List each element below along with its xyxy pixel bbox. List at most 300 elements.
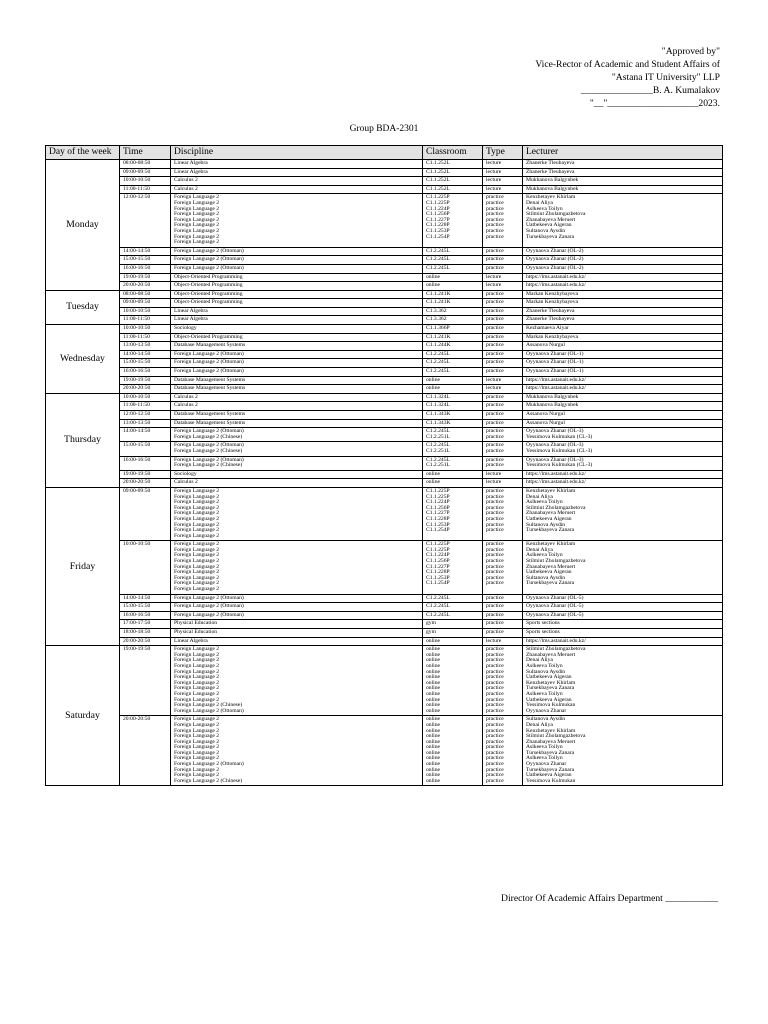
type-line: practice xyxy=(486,447,504,454)
lecturer-cell xyxy=(523,282,723,291)
type-line: practice xyxy=(486,611,504,618)
lecturer-line: Kenzhetayev Khirlam xyxy=(526,487,576,494)
discipline-line: Foreign Language 2 xyxy=(174,755,220,762)
discipline-line: Foreign Language 2 xyxy=(174,690,220,697)
discipline-cell xyxy=(171,359,423,368)
classroom-cell xyxy=(423,419,483,428)
type-line: practice xyxy=(486,419,504,426)
classroom-line: online xyxy=(426,273,440,280)
discipline-line: Foreign Language 2 xyxy=(174,541,220,548)
classroom-line: online xyxy=(426,777,440,784)
table-row xyxy=(46,470,723,479)
discipline-cell xyxy=(171,402,423,411)
classroom-line: C1.2.245L xyxy=(426,603,450,610)
time-cell: 11:00-11:50 xyxy=(120,316,171,325)
classroom-line xyxy=(426,240,479,246)
lecturer-line: Tursekbayeva Zanara xyxy=(526,685,575,692)
type-line: practice xyxy=(486,657,504,664)
lecturer-cell xyxy=(523,325,723,334)
classroom-line: C1.1.252L xyxy=(426,185,450,192)
classroom-cell xyxy=(423,247,483,256)
type-line: practice xyxy=(486,442,504,449)
classroom-line: online xyxy=(426,766,440,773)
table-row xyxy=(46,385,723,394)
table-row xyxy=(46,256,723,265)
time-cell: 19:00-19:50 xyxy=(120,376,171,385)
classroom-cell xyxy=(423,273,483,282)
header-discipline: Discipline xyxy=(171,146,423,160)
type-line: practice xyxy=(486,563,504,570)
classroom-cell xyxy=(423,393,483,402)
type-line: practice xyxy=(486,744,504,751)
discipline-line: Foreign Language 2 xyxy=(174,563,220,570)
time-cell: 09:00-09:50 xyxy=(120,168,171,177)
classroom-cell xyxy=(423,594,483,603)
time-cell: 14:00-14:50 xyxy=(120,350,171,359)
type-line: practice xyxy=(486,462,504,469)
lecturer-line: Uatbekeeva Aigeran xyxy=(526,696,572,703)
lecturer-line: Mukhanova Balgynbek xyxy=(526,185,579,192)
discipline-line: Foreign Language 2 xyxy=(174,239,220,246)
table-header-row xyxy=(46,146,723,160)
time-cell: 08:00-08:50 xyxy=(120,290,171,299)
lecturer-line: Aslkeeva Toilyn xyxy=(526,755,563,762)
time-cell: 16:00-16:50 xyxy=(120,368,171,377)
lecturer-cell xyxy=(523,603,723,612)
classroom-cell xyxy=(423,160,483,169)
lecturer-line: Kenzhetayev Khirlam xyxy=(526,194,576,201)
classroom-line: online xyxy=(426,662,440,669)
lecturer-line: Oyynaova Zhanar (OL-3) xyxy=(526,456,584,463)
lecturer-cell xyxy=(523,247,723,256)
lecturer-line: https://lms.astanait.edu.kz/ xyxy=(526,273,586,280)
classroom-line: C1.2.245L xyxy=(426,594,450,601)
classroom-line: C1.1.256P xyxy=(426,211,450,218)
type-cell xyxy=(483,716,523,786)
table-row xyxy=(46,620,723,629)
type-line: practice xyxy=(486,222,504,229)
lecturer-line: Aslkeeva Toilyn xyxy=(526,690,563,697)
discipline-line: Foreign Language 2 (Chinese) xyxy=(174,462,243,469)
lecturer-line: Markan Kenzhybayeva xyxy=(526,333,579,340)
classroom-line xyxy=(426,534,479,540)
classroom-line: C1.1.225P xyxy=(426,541,450,548)
discipline-line: Calculus 2 xyxy=(174,177,198,184)
table-row xyxy=(46,273,723,282)
lecturer-line: Zhanabayeva Meruert xyxy=(526,510,576,517)
lecturer-cell xyxy=(523,402,723,411)
lecturer-line: Oyynaova Zhanar (OL-2) xyxy=(526,264,584,271)
discipline-line: Object-Oriented Programming xyxy=(174,299,243,306)
classroom-line: C1.2.245L xyxy=(426,350,450,357)
classroom-line: C1.1.225P xyxy=(426,487,450,494)
type-line: practice xyxy=(486,668,504,675)
type-line: practice xyxy=(486,738,504,745)
discipline-line: Foreign Language 2 (Ottoman) xyxy=(174,247,244,254)
table-row xyxy=(46,359,723,368)
discipline-cell xyxy=(171,177,423,186)
lecturer-line: Yessimova Kulmukan (CL-3) xyxy=(526,462,593,469)
type-line: practice xyxy=(486,264,504,271)
lecturer-line: Denai Aliya xyxy=(526,493,553,500)
lecturer-line: Oyynaova Zhanar xyxy=(526,761,567,768)
lecturer-cell xyxy=(523,646,723,716)
time-cell: 10:00-10:50 xyxy=(120,393,171,402)
classroom-line: C1.1.254P xyxy=(426,580,450,587)
header-lecturer: Lecturer xyxy=(523,146,723,160)
classroom-line: online xyxy=(426,707,440,714)
table-row xyxy=(46,247,723,256)
time-cell: 15:00-15:50 xyxy=(120,359,171,368)
type-cell xyxy=(483,273,523,282)
lecturer-cell xyxy=(523,442,723,456)
table-row xyxy=(46,479,723,488)
classroom-cell xyxy=(423,185,483,194)
type-line: practice xyxy=(486,569,504,576)
type-line: practice xyxy=(486,504,504,511)
time-cell: 17:00-17:50 xyxy=(120,620,171,629)
type-line: practice xyxy=(486,558,504,565)
classroom-line: C1.1.254P xyxy=(426,527,450,534)
lecturer-cell xyxy=(523,594,723,603)
discipline-cell xyxy=(171,456,423,470)
discipline-line: Database Management Systems xyxy=(174,342,246,349)
table-row xyxy=(46,637,723,646)
discipline-line: Database Management Systems xyxy=(174,376,246,383)
classroom-cell xyxy=(423,611,483,620)
lecturer-line: https://lms.astanait.edu.kz/ xyxy=(526,376,586,383)
discipline-line: Foreign Language 2 xyxy=(174,211,220,218)
discipline-cell xyxy=(171,419,423,428)
discipline-cell xyxy=(171,487,423,540)
table-row xyxy=(46,594,723,603)
discipline-cell xyxy=(171,316,423,325)
discipline-line: Foreign Language 2 xyxy=(174,586,220,593)
classroom-cell xyxy=(423,359,483,368)
classroom-line: online xyxy=(426,755,440,762)
discipline-line: Foreign Language 2 xyxy=(174,499,220,506)
discipline-cell xyxy=(171,290,423,299)
classroom-cell xyxy=(423,402,483,411)
discipline-line: Foreign Language 2 (Ottoman) xyxy=(174,611,244,618)
time-cell: 15:00-15:50 xyxy=(120,603,171,612)
classroom-line: online xyxy=(426,690,440,697)
type-line: practice xyxy=(486,433,504,440)
lecturer-line: Kenzhetayev Khirlam xyxy=(526,679,576,686)
type-cell xyxy=(483,428,523,442)
classroom-line: online xyxy=(426,679,440,686)
discipline-line: Object-Oriented Programming xyxy=(174,290,243,297)
type-cell xyxy=(483,282,523,291)
type-cell xyxy=(483,359,523,368)
discipline-cell xyxy=(171,333,423,342)
lecturer-line: Oyynaova Zhanar xyxy=(526,707,567,714)
time-cell: 16:00-16:50 xyxy=(120,456,171,470)
type-line: lecture xyxy=(486,282,502,289)
classroom-cell xyxy=(423,456,483,470)
discipline-line: Database Management Systems xyxy=(174,385,246,392)
classroom-line: C1.1.227P xyxy=(426,563,450,570)
lecturer-line: Tursekbayeva Zanara xyxy=(526,766,575,773)
discipline-cell xyxy=(171,168,423,177)
lecturer-line: https://lms.astanait.edu.kz/ xyxy=(526,470,586,477)
table-row xyxy=(46,290,723,299)
type-line: practice xyxy=(486,721,504,728)
type-line: practice xyxy=(486,359,504,366)
lecturer-line: Oyynaova Zhanar (OL-5) xyxy=(526,611,584,618)
lecturer-line: Aslkeeva Toilyn xyxy=(526,205,563,212)
classroom-line: C1.1.241K xyxy=(426,290,451,297)
lecturer-line: Tursekbayeva Zanara xyxy=(526,749,575,756)
type-line: practice xyxy=(486,620,504,627)
lecturer-line: Stilmiut Zholamgazbetova xyxy=(526,211,586,218)
discipline-cell xyxy=(171,411,423,420)
group-title: Group BDA-2301 xyxy=(349,124,419,134)
table-row xyxy=(46,168,723,177)
classroom-line: C1.1.228P xyxy=(426,515,450,522)
classroom-cell xyxy=(423,637,483,646)
lecturer-line: https://lms.astanait.edu.kz/ xyxy=(526,282,586,289)
day-cell: Thursday xyxy=(46,393,120,487)
discipline-line: Foreign Language 2 xyxy=(174,668,220,675)
lecturer-line: Zhanerke Tleubayeva xyxy=(526,307,575,314)
lecturer-cell xyxy=(523,611,723,620)
classroom-line: online xyxy=(426,749,440,756)
type-line: practice xyxy=(486,772,504,779)
lecturer-line: Sports sections xyxy=(526,620,560,627)
discipline-line: Sociology xyxy=(174,325,197,332)
type-cell xyxy=(483,325,523,334)
lecturer-cell xyxy=(523,716,723,786)
time-cell: 11:00-11:50 xyxy=(120,402,171,411)
type-line: practice xyxy=(486,646,504,653)
type-line: lecture xyxy=(486,376,502,383)
type-line: practice xyxy=(486,679,504,686)
type-cell xyxy=(483,541,523,594)
time-cell: 11:00-11:50 xyxy=(120,185,171,194)
table-row xyxy=(46,393,723,402)
classroom-line: C1.3.362 xyxy=(426,307,447,314)
discipline-line: Foreign Language 2 (Chinese) xyxy=(174,433,243,440)
table-row xyxy=(46,376,723,385)
discipline-line: Calculus 2 xyxy=(174,479,198,486)
lecturer-line: Kezhamaeva Aiyar xyxy=(526,325,569,332)
lecturer-cell xyxy=(523,487,723,540)
type-line: practice xyxy=(486,199,504,206)
lecturer-line: Stilmiut Zholamgazbetova xyxy=(526,646,586,653)
lecturer-line: Aslkeeva Toilyn xyxy=(526,552,563,559)
classroom-line: C1.1.227P xyxy=(426,216,450,223)
time-cell: 19:00-19:50 xyxy=(120,273,171,282)
lecturer-line: Uatbekeeva Aigeran xyxy=(526,674,572,681)
discipline-cell xyxy=(171,646,423,716)
discipline-line: Calculus 2 xyxy=(174,185,198,192)
lecturer-line: Yessimova Kulmukan (CL-3) xyxy=(526,447,593,454)
type-line: practice xyxy=(486,428,504,435)
approval-line-approved-by: "Approved by" xyxy=(661,46,720,57)
table-row xyxy=(46,456,723,470)
lecturer-cell xyxy=(523,456,723,470)
type-line: practice xyxy=(486,299,504,306)
classroom-line: online xyxy=(426,674,440,681)
type-line: practice xyxy=(486,702,504,709)
type-line: lecture xyxy=(486,177,502,184)
type-line: practice xyxy=(486,393,504,400)
time-cell: 20:00-20:50 xyxy=(120,716,171,786)
discipline-cell xyxy=(171,299,423,308)
classroom-line: C1.2.251L xyxy=(426,447,450,454)
discipline-cell xyxy=(171,603,423,612)
type-line: practice xyxy=(486,546,504,553)
time-cell: 20:00-20:50 xyxy=(120,282,171,291)
discipline-line: Foreign Language 2 xyxy=(174,546,220,553)
discipline-line: Foreign Language 2 xyxy=(174,487,220,494)
classroom-line: C1.1.253P xyxy=(426,574,450,581)
discipline-line: Foreign Language 2 (Ottoman) xyxy=(174,603,244,610)
table-row xyxy=(46,402,723,411)
classroom-line: C1.2.245L xyxy=(426,368,450,375)
lecturer-cell xyxy=(523,264,723,273)
discipline-line: Foreign Language 2 (Ottoman) xyxy=(174,359,244,366)
type-line: lecture xyxy=(486,185,502,192)
type-cell xyxy=(483,629,523,638)
table-row xyxy=(46,611,723,620)
table-row xyxy=(46,350,723,359)
classroom-line: online xyxy=(426,738,440,745)
lecturer-cell xyxy=(523,629,723,638)
classroom-line: C1.1.224P xyxy=(426,552,450,559)
header-time: Time xyxy=(120,146,171,160)
day-cell: Saturday xyxy=(46,646,120,786)
type-line: lecture xyxy=(486,479,502,486)
type-cell xyxy=(483,264,523,273)
type-line: practice xyxy=(486,233,504,240)
time-cell: 14:00-14:50 xyxy=(120,594,171,603)
lecturer-line: Denai Aliya xyxy=(526,657,553,664)
classroom-cell xyxy=(423,264,483,273)
type-line: practice xyxy=(486,211,504,218)
classroom-line: C1.1.253P xyxy=(426,227,450,234)
time-cell: 19:00-19:50 xyxy=(120,646,171,716)
classroom-cell xyxy=(423,333,483,342)
time-cell: 11:00-11:50 xyxy=(120,333,171,342)
lecturer-line: Tursekbayeva Zanara xyxy=(526,233,575,240)
table-row xyxy=(46,194,723,247)
type-line: practice xyxy=(486,205,504,212)
lecturer-line: Sports sections xyxy=(526,629,560,635)
type-line: practice xyxy=(486,342,504,349)
lecturer-cell xyxy=(523,428,723,442)
type-line: practice xyxy=(486,402,504,409)
lecturer-line: Oyynaova Zhanar (OL-3) xyxy=(526,428,584,435)
classroom-cell xyxy=(423,541,483,594)
discipline-line: Foreign Language 2 xyxy=(174,766,220,773)
lecturer-line: Stilmiut Zholamgazbetova xyxy=(526,558,586,565)
classroom-line: online xyxy=(426,646,440,653)
type-cell xyxy=(483,168,523,177)
table-row xyxy=(46,716,723,786)
discipline-line: Foreign Language 2 xyxy=(174,696,220,703)
type-cell xyxy=(483,350,523,359)
lecturer-line: Assanova Nurgul xyxy=(526,411,565,417)
classroom-line: C1.1.225P xyxy=(426,546,450,553)
classroom-line: C1.1.254P xyxy=(426,233,450,240)
approval-line-vice-rector: Vice-Rector of Academic and Student Affairs of xyxy=(535,59,720,70)
classroom-line: online xyxy=(426,637,440,644)
lecturer-line: Zhanabayeva Meruert xyxy=(526,563,576,570)
discipline-cell xyxy=(171,342,423,351)
type-line: practice xyxy=(486,629,504,635)
discipline-line: Object-Oriented Programming xyxy=(174,282,243,289)
classroom-line: C1.1.252L xyxy=(426,177,450,184)
classroom-line: C1.1.256P xyxy=(426,504,450,511)
discipline-cell xyxy=(171,716,423,786)
discipline-line: Foreign Language 2 xyxy=(174,532,220,539)
discipline-line: Foreign Language 2 xyxy=(174,521,220,528)
discipline-line: Foreign Language 2 (Ottoman) xyxy=(174,594,244,601)
classroom-cell xyxy=(423,290,483,299)
time-cell: 13:00-13:50 xyxy=(120,342,171,351)
classroom-cell xyxy=(423,316,483,325)
type-line: practice xyxy=(486,247,504,254)
type-line: practice xyxy=(486,690,504,697)
type-line xyxy=(486,534,519,540)
discipline-line: Foreign Language 2 xyxy=(174,493,220,500)
type-cell xyxy=(483,456,523,470)
discipline-cell xyxy=(171,273,423,282)
type-line: practice xyxy=(486,541,504,548)
classroom-line: online xyxy=(426,282,440,289)
discipline-line: Foreign Language 2 xyxy=(174,738,220,745)
lecturer-line xyxy=(526,587,719,593)
classroom-line: C1.2.245L xyxy=(426,264,450,271)
lecturer-line: Mukhanova Balgynbek xyxy=(526,393,579,400)
discipline-cell xyxy=(171,479,423,488)
discipline-line: Foreign Language 2 xyxy=(174,199,220,206)
lecturer-line: Kenzhetayev Khirlam xyxy=(526,541,576,548)
lecturer-line: Mukhanova Balgynbek xyxy=(526,177,579,184)
discipline-line: Foreign Language 2 (Chinese) xyxy=(174,777,243,784)
type-cell xyxy=(483,247,523,256)
header-type: Type xyxy=(483,146,523,160)
lecturer-cell xyxy=(523,637,723,646)
discipline-line: Foreign Language 2 (Chinese) xyxy=(174,447,243,454)
time-cell: 10:00-10:50 xyxy=(120,325,171,334)
type-cell xyxy=(483,637,523,646)
lecturer-line: Yessimova Kulmukan (CL-3) xyxy=(526,433,593,440)
discipline-cell xyxy=(171,541,423,594)
classroom-line: C1.1.225P xyxy=(426,493,450,500)
classroom-line: C1.1.241K xyxy=(426,299,451,306)
discipline-line: Foreign Language 2 (Chinese) xyxy=(174,702,243,709)
discipline-line: Foreign Language 2 xyxy=(174,194,220,201)
approval-line-university: "Astana IT University" LLP xyxy=(611,72,720,83)
discipline-line: Foreign Language 2 xyxy=(174,662,220,669)
classroom-cell xyxy=(423,716,483,786)
lecturer-cell xyxy=(523,316,723,325)
lecturer-line xyxy=(526,534,719,540)
lecturer-line: Kenzhetayev Khirlam xyxy=(526,727,576,734)
type-cell xyxy=(483,470,523,479)
discipline-line: Foreign Language 2 xyxy=(174,574,220,581)
classroom-line: C1.2.251L xyxy=(426,433,450,440)
type-line: practice xyxy=(486,707,504,714)
discipline-line: Foreign Language 2 xyxy=(174,216,220,223)
lecturer-cell xyxy=(523,620,723,629)
time-cell: 08:00-08:50 xyxy=(120,160,171,169)
classroom-cell xyxy=(423,342,483,351)
classroom-cell xyxy=(423,194,483,247)
